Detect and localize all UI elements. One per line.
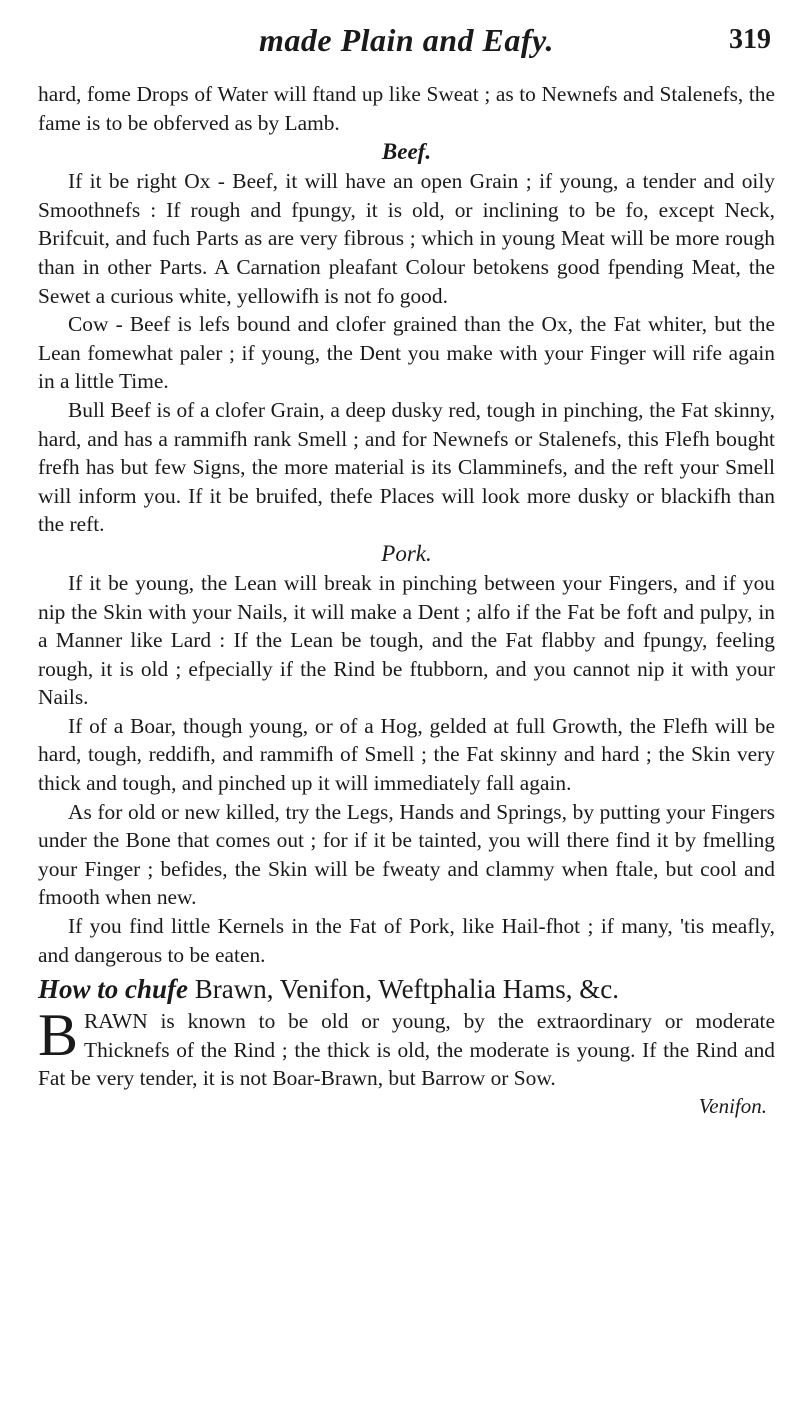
running-head bbox=[38, 18, 775, 80]
heading-roman-part: Brawn, Venifon, Weftphalia Hams, &c. bbox=[188, 974, 620, 1005]
running-title: made Plain and Eafy. bbox=[258, 22, 555, 58]
paragraph-lamb-continued: hard, fome Drops of Water will ftand up like Sweat ; as to Newnefs and Stalenefs, the fame is to be obferved as by Lamb. bbox=[38, 82, 775, 135]
paragraph-brawn-text: RAWN is known to be old or young, by the extraordinary or moderate Thicknefs of the Rind ; the thick is old, the moderate is young. If the Rind and Fat be very tender, it is not Boar-Brawn, but Barrow or Sow. bbox=[38, 1009, 775, 1091]
section-heading-brawn bbox=[38, 971, 775, 1007]
paragraph-young-pork: If it be young, the Lean will break in pinching between your Fingers, and if you nip the Skin with your Nails, it will make a Dent ; alfo if the Fat be foft and pulpy, in a Manner like Lard : If the Lean be tough, and the Fat flabby and fpungy, feeling rough, it is old ; efpecially if the Rind be ftubborn, and you cannot nip it with your Nails. bbox=[38, 570, 775, 710]
paragraph-cow-beef: Cow - Beef is lefs bound and clofer grained than the Ox, the Fat whiter, but the Lean fomewhat paler ; if young, the Dent you make with your Finger will rife again in a little Time. bbox=[38, 312, 775, 394]
paragraph-brawn bbox=[38, 1002, 775, 1093]
paragraph-bull-beef: Bull Beef is of a clofer Grain, a deep dusky red, tough in pinching, the Fat skinny, hard, and has a rammifh rank Smell ; and for Newnefs or Stalenefs, this Flefh bought frefh has but few Signs, the more material is its Clamminefs, and the reft your Smell will inform you. If it be bruifed, thefe Places will look more dusky or blackifh than the reft. bbox=[38, 397, 775, 537]
page-number: 319 bbox=[729, 24, 771, 55]
section-heading-beef: Beef. bbox=[381, 139, 432, 165]
drop-cap: B bbox=[38, 1002, 79, 1069]
section-heading-pork: Pork. bbox=[381, 540, 432, 566]
body-text bbox=[38, 80, 775, 1119]
paragraph-ox-beef: If it be right Ox - Beef, it will have an open Grain ; if young, a tender and oily Smoothnefs : If rough and fpungy, it is old, or inclining to be fo, except Neck, Brifcuit, and fuch Parts as are very fibrous ; which in young Meat will be more rough than in other Parts. A Carnation pleafant Colour betokens good fpending Meat, the Sewet a curious white, yellowifh is not fo good. bbox=[38, 169, 775, 308]
paragraph-kernels: If you find little Kernels in the Fat of Pork, like Hail-fhot ; if many, 'tis meafly, and dangerous to be eaten. bbox=[38, 914, 775, 967]
paragraph-old-new-killed: As for old or new killed, try the Legs, Hands and Springs, by putting your Fingers under the Bone that comes out ; for if it be tainted, you will there find it by fmelling your Finger ; befides, the Skin will be fweaty and clammy when ftale, but cool and fmooth when new. bbox=[38, 799, 775, 910]
paragraph-boar: If of a Boar, though young, or of a Hog, gelded at full Growth, the Flefh will be hard, tough, reddifh, and rammifh of Smell ; the Fat skinny and hard ; the Skin very thick and tough, and pinched up it will immediately fall again. bbox=[38, 713, 775, 796]
catchword: Venifon. bbox=[698, 1094, 767, 1118]
heading-italic-part: How to chufe bbox=[38, 974, 189, 1005]
